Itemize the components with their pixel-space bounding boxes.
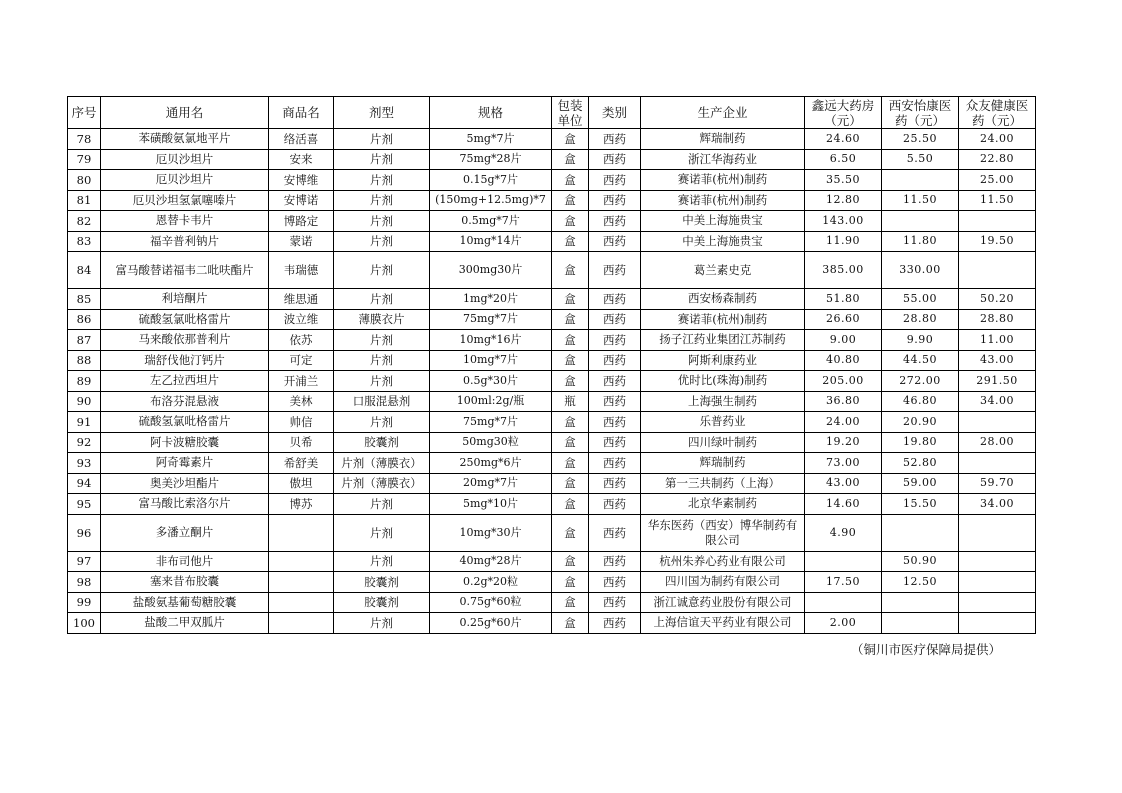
cell-package-unit: 盒: [552, 129, 589, 150]
cell-generic-name: 盐酸氨基葡萄糖胶囊: [101, 592, 269, 613]
cell-price-yikang: 19.80: [882, 432, 959, 453]
cell-manufacturer: 葛兰素史克: [641, 252, 805, 289]
cell-price-zhongyou: 43.00: [959, 350, 1036, 371]
cell-price-yikang: 20.90: [882, 412, 959, 433]
cell-brand-name: 贝希: [269, 432, 334, 453]
cell-dosage-form: 片剂（薄膜衣）: [334, 473, 430, 494]
cell-generic-name: 恩替卡韦片: [101, 211, 269, 232]
cell-brand-name: [269, 592, 334, 613]
table-row: [68, 252, 1036, 289]
cell-dosage-form: 片剂: [334, 412, 430, 433]
cell-package-unit: 盒: [552, 371, 589, 392]
cell-brand-name: [269, 551, 334, 572]
cell-price-yikang: [882, 592, 959, 613]
table-row: [68, 190, 1036, 211]
cell-category: 西药: [589, 453, 641, 474]
cell-brand-name: 波立维: [269, 309, 334, 330]
cell-manufacturer: 乐普药业: [641, 412, 805, 433]
source-note: （铜川市医疗保障局提供）: [851, 642, 1002, 657]
cell-brand-name: 依苏: [269, 330, 334, 351]
cell-specification: 5mg*10片: [430, 494, 552, 515]
cell-price-zhongyou: 24.00: [959, 129, 1036, 150]
cell-price-zhongyou: 34.00: [959, 391, 1036, 412]
cell-brand-name: 蒙诺: [269, 231, 334, 252]
cell-price-yikang: 15.50: [882, 494, 959, 515]
cell-dosage-form: 片剂（薄膜衣）: [334, 453, 430, 474]
cell-seq: 78: [68, 129, 101, 150]
cell-dosage-form: 片剂: [334, 129, 430, 150]
cell-specification: 40mg*28片: [430, 551, 552, 572]
cell-brand-name: 安来: [269, 149, 334, 170]
cell-category: 西药: [589, 129, 641, 150]
table-row: [68, 391, 1036, 412]
cell-generic-name: 阿卡波糖胶囊: [101, 432, 269, 453]
table-row: [68, 473, 1036, 494]
cell-price-xinyuan: 73.00: [805, 453, 882, 474]
cell-generic-name: 马来酸依那普利片: [101, 330, 269, 351]
cell-category: 西药: [589, 371, 641, 392]
cell-seq: 79: [68, 149, 101, 170]
header-package-unit: 包装单位: [552, 97, 589, 129]
cell-brand-name: 开浦兰: [269, 371, 334, 392]
cell-manufacturer: 优时比(珠海)制药: [641, 371, 805, 392]
cell-brand-name: 络活喜: [269, 129, 334, 150]
table-row: [68, 551, 1036, 572]
cell-brand-name: [269, 572, 334, 593]
cell-package-unit: 盒: [552, 592, 589, 613]
cell-specification: 100ml:2g/瓶: [430, 391, 552, 412]
cell-package-unit: 盒: [552, 330, 589, 351]
cell-price-zhongyou: [959, 514, 1036, 551]
cell-dosage-form: 片剂: [334, 551, 430, 572]
header-manufacturer: 生产企业: [641, 97, 805, 129]
cell-dosage-form: 片剂: [334, 613, 430, 634]
cell-price-zhongyou: [959, 613, 1036, 634]
cell-specification: 300mg30片: [430, 252, 552, 289]
cell-price-zhongyou: [959, 211, 1036, 232]
cell-price-xinyuan: 205.00: [805, 371, 882, 392]
cell-package-unit: 盒: [552, 350, 589, 371]
cell-manufacturer: 浙江华海药业: [641, 149, 805, 170]
table-row: [68, 289, 1036, 310]
cell-category: 西药: [589, 231, 641, 252]
cell-price-yikang: 52.80: [882, 453, 959, 474]
cell-seq: 95: [68, 494, 101, 515]
cell-dosage-form: 片剂: [334, 350, 430, 371]
header-price-zhongyou: 众友健康医药（元）: [959, 97, 1036, 129]
cell-brand-name: 安博维: [269, 170, 334, 191]
table-row: [68, 170, 1036, 191]
cell-dosage-form: 薄膜衣片: [334, 309, 430, 330]
cell-specification: 10mg*14片: [430, 231, 552, 252]
cell-package-unit: 盒: [552, 149, 589, 170]
cell-manufacturer: 赛诺菲(杭州)制药: [641, 190, 805, 211]
cell-price-xinyuan: 35.50: [805, 170, 882, 191]
cell-category: 西药: [589, 412, 641, 433]
cell-specification: 5mg*7片: [430, 129, 552, 150]
table-row: [68, 330, 1036, 351]
cell-category: 西药: [589, 211, 641, 232]
table-body: [68, 129, 1036, 634]
table-row: [68, 211, 1036, 232]
cell-price-yikang: [882, 170, 959, 191]
table-row: [68, 129, 1036, 150]
cell-generic-name: 利培酮片: [101, 289, 269, 310]
cell-price-xinyuan: 11.90: [805, 231, 882, 252]
cell-brand-name: 博路定: [269, 211, 334, 232]
table-row: [68, 613, 1036, 634]
cell-generic-name: 盐酸二甲双胍片: [101, 613, 269, 634]
cell-specification: 1mg*20片: [430, 289, 552, 310]
cell-generic-name: 左乙拉西坦片: [101, 371, 269, 392]
cell-dosage-form: 片剂: [334, 371, 430, 392]
cell-category: 西药: [589, 350, 641, 371]
cell-specification: 75mg*7片: [430, 309, 552, 330]
cell-seq: 97: [68, 551, 101, 572]
cell-seq: 81: [68, 190, 101, 211]
cell-generic-name: 瑞舒伐他汀钙片: [101, 350, 269, 371]
cell-generic-name: 多潘立酮片: [101, 514, 269, 551]
cell-price-xinyuan: 51.80: [805, 289, 882, 310]
cell-package-unit: 盒: [552, 453, 589, 474]
cell-manufacturer: 赛诺菲(杭州)制药: [641, 170, 805, 191]
cell-package-unit: 盒: [552, 252, 589, 289]
cell-brand-name: 希舒美: [269, 453, 334, 474]
header-category: 类别: [589, 97, 641, 129]
cell-dosage-form: 片剂: [334, 149, 430, 170]
cell-dosage-form: 片剂: [334, 211, 430, 232]
cell-specification: 0.25g*60片: [430, 613, 552, 634]
cell-manufacturer: 上海信谊天平药业有限公司: [641, 613, 805, 634]
cell-package-unit: 盒: [552, 432, 589, 453]
cell-package-unit: 盒: [552, 211, 589, 232]
header-seq: 序号: [68, 97, 101, 129]
cell-seq: 80: [68, 170, 101, 191]
cell-dosage-form: 片剂: [334, 494, 430, 515]
cell-price-zhongyou: 22.80: [959, 149, 1036, 170]
cell-package-unit: 盒: [552, 551, 589, 572]
cell-brand-name: 维思通: [269, 289, 334, 310]
cell-package-unit: 盒: [552, 572, 589, 593]
cell-generic-name: 奥美沙坦酯片: [101, 473, 269, 494]
cell-price-xinyuan: 2.00: [805, 613, 882, 634]
cell-manufacturer: 辉瑞制药: [641, 129, 805, 150]
cell-manufacturer: 四川国为制药有限公司: [641, 572, 805, 593]
cell-brand-name: 美林: [269, 391, 334, 412]
cell-price-xinyuan: 24.00: [805, 412, 882, 433]
cell-price-xinyuan: 14.60: [805, 494, 882, 515]
cell-category: 西药: [589, 309, 641, 330]
cell-generic-name: 厄贝沙坦氢氯噻嗪片: [101, 190, 269, 211]
cell-specification: 50mg30粒: [430, 432, 552, 453]
cell-package-unit: 盒: [552, 170, 589, 191]
cell-dosage-form: 片剂: [334, 289, 430, 310]
cell-price-xinyuan: [805, 592, 882, 613]
table-row: [68, 231, 1036, 252]
cell-price-zhongyou: [959, 592, 1036, 613]
cell-price-yikang: 11.50: [882, 190, 959, 211]
cell-price-xinyuan: 43.00: [805, 473, 882, 494]
cell-seq: 84: [68, 252, 101, 289]
table-row: [68, 432, 1036, 453]
cell-price-yikang: 44.50: [882, 350, 959, 371]
cell-category: 西药: [589, 170, 641, 191]
header-dosage-form: 剂型: [334, 97, 430, 129]
cell-price-yikang: 46.80: [882, 391, 959, 412]
cell-manufacturer: 中美上海施贵宝: [641, 211, 805, 232]
table-row: [68, 350, 1036, 371]
cell-brand-name: 傲坦: [269, 473, 334, 494]
cell-dosage-form: 片剂: [334, 514, 430, 551]
cell-price-zhongyou: 11.00: [959, 330, 1036, 351]
cell-price-xinyuan: 12.80: [805, 190, 882, 211]
cell-generic-name: 厄贝沙坦片: [101, 149, 269, 170]
cell-dosage-form: 片剂: [334, 190, 430, 211]
table-row: [68, 572, 1036, 593]
cell-price-yikang: 28.80: [882, 309, 959, 330]
table-row: [68, 514, 1036, 551]
cell-price-xinyuan: 40.80: [805, 350, 882, 371]
cell-category: 西药: [589, 289, 641, 310]
cell-price-yikang: 9.90: [882, 330, 959, 351]
table-row: [68, 309, 1036, 330]
cell-brand-name: 韦瑞德: [269, 252, 334, 289]
cell-generic-name: 苯磺酸氨氯地平片: [101, 129, 269, 150]
cell-price-zhongyou: 28.80: [959, 309, 1036, 330]
cell-generic-name: 硫酸氢氯吡格雷片: [101, 309, 269, 330]
cell-price-yikang: [882, 211, 959, 232]
cell-price-yikang: [882, 613, 959, 634]
cell-package-unit: 盒: [552, 473, 589, 494]
cell-package-unit: 盒: [552, 494, 589, 515]
cell-generic-name: 塞来昔布胶囊: [101, 572, 269, 593]
cell-category: 西药: [589, 432, 641, 453]
table-row: [68, 494, 1036, 515]
cell-specification: 10mg*7片: [430, 350, 552, 371]
cell-generic-name: 富马酸替诺福韦二吡呋酯片: [101, 252, 269, 289]
drug-price-table: [67, 96, 1036, 634]
cell-price-yikang: 55.00: [882, 289, 959, 310]
cell-specification: 75mg*28片: [430, 149, 552, 170]
cell-price-xinyuan: 36.80: [805, 391, 882, 412]
cell-price-yikang: 25.50: [882, 129, 959, 150]
cell-dosage-form: 片剂: [334, 170, 430, 191]
cell-package-unit: 盒: [552, 309, 589, 330]
cell-price-xinyuan: 24.60: [805, 129, 882, 150]
cell-category: 西药: [589, 613, 641, 634]
table-row: [68, 412, 1036, 433]
cell-price-zhongyou: [959, 551, 1036, 572]
cell-price-zhongyou: 19.50: [959, 231, 1036, 252]
cell-price-xinyuan: 26.60: [805, 309, 882, 330]
cell-price-yikang: 12.50: [882, 572, 959, 593]
cell-price-zhongyou: 25.00: [959, 170, 1036, 191]
cell-seq: 99: [68, 592, 101, 613]
cell-package-unit: 盒: [552, 289, 589, 310]
cell-price-yikang: 59.00: [882, 473, 959, 494]
cell-generic-name: 阿奇霉素片: [101, 453, 269, 474]
cell-generic-name: 福辛普利钠片: [101, 231, 269, 252]
cell-seq: 100: [68, 613, 101, 634]
cell-brand-name: 博苏: [269, 494, 334, 515]
cell-manufacturer: 西安杨森制药: [641, 289, 805, 310]
cell-specification: 75mg*7片: [430, 412, 552, 433]
cell-category: 西药: [589, 572, 641, 593]
cell-dosage-form: 胶囊剂: [334, 592, 430, 613]
cell-brand-name: [269, 514, 334, 551]
cell-category: 西药: [589, 473, 641, 494]
cell-dosage-form: 片剂: [334, 252, 430, 289]
cell-seq: 98: [68, 572, 101, 593]
cell-specification: 0.15g*7片: [430, 170, 552, 191]
table-row: [68, 149, 1036, 170]
cell-package-unit: 盒: [552, 613, 589, 634]
cell-seq: 94: [68, 473, 101, 494]
cell-package-unit: 瓶: [552, 391, 589, 412]
cell-manufacturer: 上海强生制药: [641, 391, 805, 412]
cell-category: 西药: [589, 252, 641, 289]
cell-manufacturer: 第一三共制药（上海）: [641, 473, 805, 494]
cell-seq: 86: [68, 309, 101, 330]
cell-specification: 0.5g*30片: [430, 371, 552, 392]
cell-dosage-form: 口服混悬剂: [334, 391, 430, 412]
cell-manufacturer: 浙江诚意药业股份有限公司: [641, 592, 805, 613]
cell-price-xinyuan: 17.50: [805, 572, 882, 593]
cell-generic-name: 硫酸氢氯吡格雷片: [101, 412, 269, 433]
cell-specification: 10mg*30片: [430, 514, 552, 551]
cell-seq: 87: [68, 330, 101, 351]
cell-dosage-form: 胶囊剂: [334, 572, 430, 593]
cell-seq: 82: [68, 211, 101, 232]
header-specification: 规格: [430, 97, 552, 129]
cell-manufacturer: 华东医药（西安）博华制药有限公司: [641, 514, 805, 551]
cell-price-zhongyou: 291.50: [959, 371, 1036, 392]
cell-seq: 96: [68, 514, 101, 551]
cell-specification: 0.5mg*7片: [430, 211, 552, 232]
cell-dosage-form: 胶囊剂: [334, 432, 430, 453]
cell-price-zhongyou: [959, 252, 1036, 289]
cell-price-zhongyou: 50.20: [959, 289, 1036, 310]
cell-manufacturer: 中美上海施贵宝: [641, 231, 805, 252]
cell-price-xinyuan: 19.20: [805, 432, 882, 453]
cell-price-yikang: 11.80: [882, 231, 959, 252]
cell-price-xinyuan: [805, 551, 882, 572]
cell-category: 西药: [589, 494, 641, 515]
cell-price-yikang: [882, 514, 959, 551]
cell-manufacturer: 阿斯利康药业: [641, 350, 805, 371]
header-price-xinyuan: 鑫远大药房（元）: [805, 97, 882, 129]
cell-price-zhongyou: 28.00: [959, 432, 1036, 453]
cell-price-zhongyou: 59.70: [959, 473, 1036, 494]
cell-brand-name: 帅信: [269, 412, 334, 433]
table-row: [68, 453, 1036, 474]
cell-price-yikang: 330.00: [882, 252, 959, 289]
cell-generic-name: 厄贝沙坦片: [101, 170, 269, 191]
cell-price-zhongyou: [959, 453, 1036, 474]
header-generic-name: 通用名: [101, 97, 269, 129]
cell-specification: 0.2g*20粒: [430, 572, 552, 593]
cell-category: 西药: [589, 190, 641, 211]
cell-price-xinyuan: 4.90: [805, 514, 882, 551]
cell-generic-name: 布洛芬混悬液: [101, 391, 269, 412]
cell-seq: 89: [68, 371, 101, 392]
cell-manufacturer: 扬子江药业集团江苏制药: [641, 330, 805, 351]
cell-manufacturer: 赛诺菲(杭州)制药: [641, 309, 805, 330]
cell-dosage-form: 片剂: [334, 330, 430, 351]
cell-manufacturer: 北京华素制药: [641, 494, 805, 515]
header-price-yikang: 西安怡康医药（元）: [882, 97, 959, 129]
cell-seq: 91: [68, 412, 101, 433]
cell-category: 西药: [589, 391, 641, 412]
cell-brand-name: [269, 613, 334, 634]
cell-seq: 90: [68, 391, 101, 412]
cell-package-unit: 盒: [552, 514, 589, 551]
cell-generic-name: 非布司他片: [101, 551, 269, 572]
cell-generic-name: 富马酸比索洛尔片: [101, 494, 269, 515]
cell-package-unit: 盒: [552, 231, 589, 252]
cell-price-zhongyou: 11.50: [959, 190, 1036, 211]
cell-brand-name: 可定: [269, 350, 334, 371]
cell-seq: 85: [68, 289, 101, 310]
cell-seq: 93: [68, 453, 101, 474]
cell-specification: 0.75g*60粒: [430, 592, 552, 613]
cell-package-unit: 盒: [552, 412, 589, 433]
cell-brand-name: 安博诺: [269, 190, 334, 211]
cell-price-zhongyou: [959, 572, 1036, 593]
cell-manufacturer: 辉瑞制药: [641, 453, 805, 474]
header-brand-name: 商品名: [269, 97, 334, 129]
cell-seq: 83: [68, 231, 101, 252]
cell-category: 西药: [589, 514, 641, 551]
cell-manufacturer: 杭州朱养心药业有限公司: [641, 551, 805, 572]
cell-price-xinyuan: 143.00: [805, 211, 882, 232]
cell-category: 西药: [589, 330, 641, 351]
document-page: [67, 96, 1036, 634]
cell-price-xinyuan: 385.00: [805, 252, 882, 289]
table-row: [68, 371, 1036, 392]
cell-price-yikang: 272.00: [882, 371, 959, 392]
cell-package-unit: 盒: [552, 190, 589, 211]
cell-category: 西药: [589, 551, 641, 572]
table-header-row: [68, 97, 1036, 129]
cell-price-yikang: 5.50: [882, 149, 959, 170]
cell-specification: 250mg*6片: [430, 453, 552, 474]
cell-category: 西药: [589, 592, 641, 613]
cell-price-xinyuan: 6.50: [805, 149, 882, 170]
cell-price-zhongyou: [959, 412, 1036, 433]
cell-manufacturer: 四川绿叶制药: [641, 432, 805, 453]
cell-seq: 92: [68, 432, 101, 453]
cell-specification: 20mg*7片: [430, 473, 552, 494]
cell-price-xinyuan: 9.00: [805, 330, 882, 351]
cell-price-zhongyou: 34.00: [959, 494, 1036, 515]
cell-specification: (150mg+12.5mg)*7: [430, 190, 552, 211]
cell-seq: 88: [68, 350, 101, 371]
cell-price-yikang: 50.90: [882, 551, 959, 572]
cell-specification: 10mg*16片: [430, 330, 552, 351]
cell-category: 西药: [589, 149, 641, 170]
cell-dosage-form: 片剂: [334, 231, 430, 252]
table-row: [68, 592, 1036, 613]
